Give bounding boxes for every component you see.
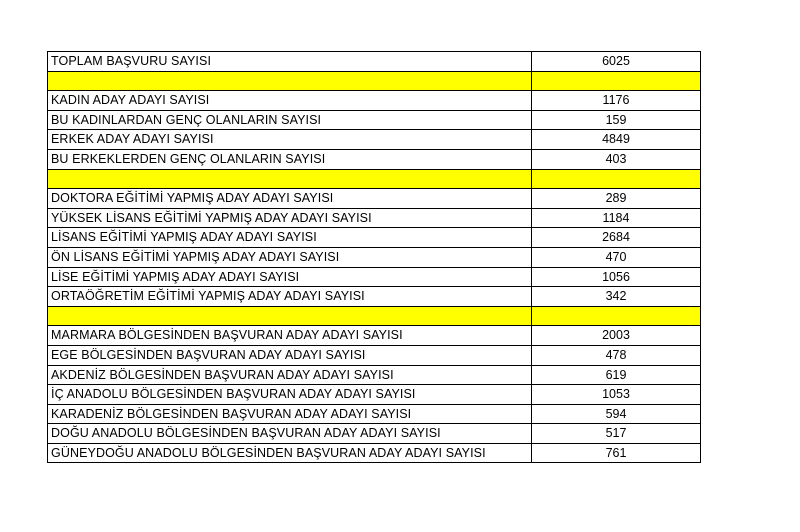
table-row [48,267,701,287]
section-separator-row [48,169,701,189]
row-label: KADIN ADAY ADAYI SAYISI [48,91,532,111]
table-row [48,404,701,424]
separator-cell [532,71,701,91]
row-value: 6025 [532,52,701,72]
row-label: KARADENİZ BÖLGESİNDEN BAŞVURAN ADAY ADAYI SAYISI [48,404,532,424]
row-value: 1184 [532,208,701,228]
table-row [48,130,701,150]
table-row [48,110,701,130]
row-label: MARMARA BÖLGESİNDEN BAŞVURAN ADAY ADAYI SAYISI [48,326,532,346]
table-row [48,149,701,169]
row-label: ORTAÖĞRETİM EĞİTİMİ YAPMIŞ ADAY ADAYI SAYISI [48,287,532,307]
row-value: 403 [532,149,701,169]
table-row [48,424,701,444]
row-value: 761 [532,443,701,463]
row-label: BU ERKEKLERDEN GENÇ OLANLARIN SAYISI [48,149,532,169]
table-row [48,189,701,209]
row-value: 594 [532,404,701,424]
row-value: 342 [532,287,701,307]
row-value: 4849 [532,130,701,150]
row-label: TOPLAM BAŞVURU SAYISI [48,52,532,72]
row-value: 289 [532,189,701,209]
table-row [48,228,701,248]
table-row [48,385,701,405]
table-row [48,443,701,463]
table-row [48,247,701,267]
row-label: GÜNEYDOĞU ANADOLU BÖLGESİNDEN BAŞVURAN ADAY ADAYI SAYISI [48,443,532,463]
row-label: AKDENİZ BÖLGESİNDEN BAŞVURAN ADAY ADAYI SAYISI [48,365,532,385]
section-separator-row [48,306,701,326]
table-row [48,326,701,346]
row-value: 1053 [532,385,701,405]
table-row [48,365,701,385]
row-label: LİSANS EĞİTİMİ YAPMIŞ ADAY ADAYI SAYISI [48,228,532,248]
separator-cell [48,169,532,189]
row-value: 619 [532,365,701,385]
row-value: 1056 [532,267,701,287]
separator-cell [532,169,701,189]
row-value: 1176 [532,91,701,111]
separator-cell [532,306,701,326]
row-label: DOKTORA EĞİTİMİ YAPMIŞ ADAY ADAYI SAYISI [48,189,532,209]
row-value: 159 [532,110,701,130]
section-separator-row [48,71,701,91]
row-label: BU KADINLARDAN GENÇ OLANLARIN SAYISI [48,110,532,130]
row-value: 517 [532,424,701,444]
row-label: LİSE EĞİTİMİ YAPMIŞ ADAY ADAYI SAYISI [48,267,532,287]
table-row [48,345,701,365]
row-label: ÖN LİSANS EĞİTİMİ YAPMIŞ ADAY ADAYI SAYISI [48,247,532,267]
row-value: 470 [532,247,701,267]
row-value: 478 [532,345,701,365]
row-label: İÇ ANADOLU BÖLGESİNDEN BAŞVURAN ADAY ADAYI SAYISI [48,385,532,405]
row-label: EGE BÖLGESİNDEN BAŞVURAN ADAY ADAYI SAYISI [48,345,532,365]
table-row [48,91,701,111]
table-row [48,52,701,72]
statistics-table-body [48,52,701,463]
statistics-table [47,51,701,463]
row-value: 2684 [532,228,701,248]
table-row [48,208,701,228]
separator-cell [48,71,532,91]
row-label: ERKEK ADAY ADAYI SAYISI [48,130,532,150]
row-value: 2003 [532,326,701,346]
row-label: DOĞU ANADOLU BÖLGESİNDEN BAŞVURAN ADAY ADAYI SAYISI [48,424,532,444]
table-row [48,287,701,307]
separator-cell [48,306,532,326]
row-label: YÜKSEK LİSANS EĞİTİMİ YAPMIŞ ADAY ADAYI SAYISI [48,208,532,228]
